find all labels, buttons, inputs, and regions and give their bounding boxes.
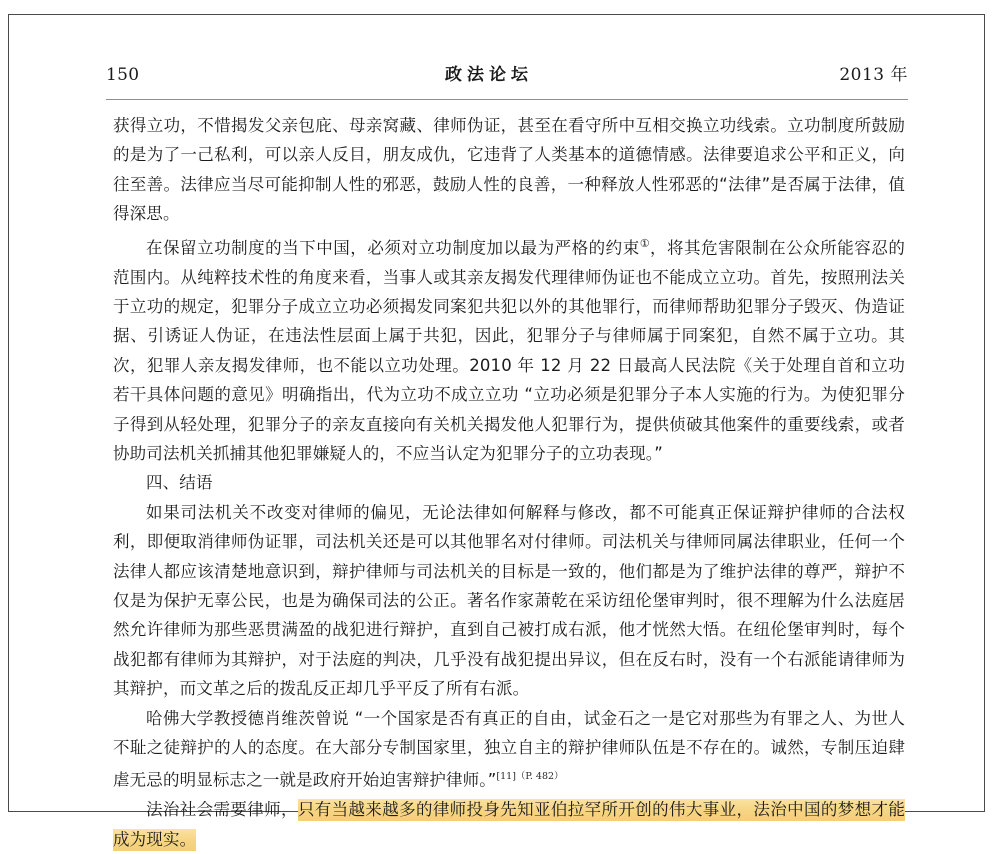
paragraph-3 xyxy=(113,498,905,704)
paragraph-1 xyxy=(113,111,905,229)
paragraph-3-text: 如果司法机关不改变对律师的偏见，无论法律如何解释与修改，都不可能真正保证辩护律师的合法权利，即便取消律师伪证罪，司法机关还是可以其他罪名对付律师。司法机关与律师同属法律职业，任何一个法律人都应该清楚地意识到，辩护律师与司法机关的目标是一致的，他们都是为了维护法律的尊严，辩护不仅是为保护无辜公民，也是为确保司法的公正。著名作家萧乾在采访纽伦堡审判时，很不理解为什么法庭居然允许律师为那些恶贯满盈的战犯进行辩护，直到自己被打成右派，他才恍然大悟。在纽伦堡审判时，每个战犯都有律师为其辩护，对于法庭的判决，几乎没有战犯提出异议，但在反右时，没有一个右派能请律师为其辩护，而文革之后的拨乱反正却几乎平反了所有右派。 xyxy=(113,502,905,699)
section-heading-text: 四、结语 xyxy=(146,473,213,493)
paragraph-2 xyxy=(113,229,905,469)
header-divider-rule xyxy=(106,99,908,100)
citation-reference-marker: [11]（P. 482） xyxy=(496,771,564,783)
paragraph-5 xyxy=(113,795,905,854)
paragraph-4 xyxy=(113,704,905,796)
highlighted-text: 只有当越来越多的律师投身先知亚伯拉罕所开创的伟大事业，法治中国的梦想才能成为现实。 xyxy=(113,800,905,849)
paragraph-1-text: 获得立功，不惜揭发父亲包庇、母亲窝藏、律师伪证，甚至在看守所中互相交换立功线索。立功制度所鼓励的是为了一己私利，可以亲人反目，朋友成仇，它违背了人类基本的道德情感。法律要追求公平和正义，向往至善。法律应当尽可能抑制人性的邪恶，鼓励人性的良善，一种释放人性邪恶的“法律”是否属于法律，值得深思。 xyxy=(113,116,905,224)
footnote-marker: ① xyxy=(639,236,650,250)
paragraph-4-text: 哈佛大学教授德肖维茨曾说 “一个国家是否有真正的自由，试金石之一是它对那些为有罪之人、为世人不耻之徒辩护的人的态度。在大部分专制国家里，独立自主的辩护律师队伍是不存在的。诚然，专制压迫肆虐无忌的明显标志之一就是政府开始迫害辩护律师。” xyxy=(113,708,905,790)
document-page xyxy=(8,14,985,849)
section-heading-conclusion xyxy=(113,468,905,497)
paragraph-5-plain-text: 法治社会需要律师， xyxy=(146,800,298,820)
body-text-column xyxy=(113,111,905,854)
journal-title: 政法论坛 xyxy=(444,65,534,85)
paragraph-2-text-after-footnote: ，将其危害限制在公众所能容忍的范围内。从纯粹技术性的角度来看，当事人或其亲友揭发代理律师伪证也不能成立立功。首先，按照刑法关于立功的规定，犯罪分子成立立功必须揭发同案犯共犯以外的其他罪行，而律师帮助犯罪分子毁灭、伪造证据、引诱证人伪证，在违法性层面上属于共犯，因此，犯罪分子与律师属于同案犯，自然不属于立功。其次，犯罪人亲友揭发律师，也不能以立功处理。2010 年 12 月 22 日最高人民法院《关于处理自首和立功若干具体问题的意见》明确指出，代为立功不成立立功 “立功必须是犯罪分子本人实施的行为。为使犯罪分子得到从轻处理，犯罪分子的亲友直接向有关机关揭发他人犯罪行为，提供侦破其他案件的重要线索，或者协助司法机关抓捕其他犯罪嫌疑人的，不应当认定为犯罪分子的立功表现。” xyxy=(113,238,906,463)
publication-year: 2013 年 xyxy=(839,65,908,85)
page-number: 150 xyxy=(106,65,140,85)
paragraph-2-text-before-footnote: 在保留立功制度的当下中国，必须对立功制度加以最为严格的约束 xyxy=(146,238,640,258)
running-head xyxy=(106,51,908,85)
